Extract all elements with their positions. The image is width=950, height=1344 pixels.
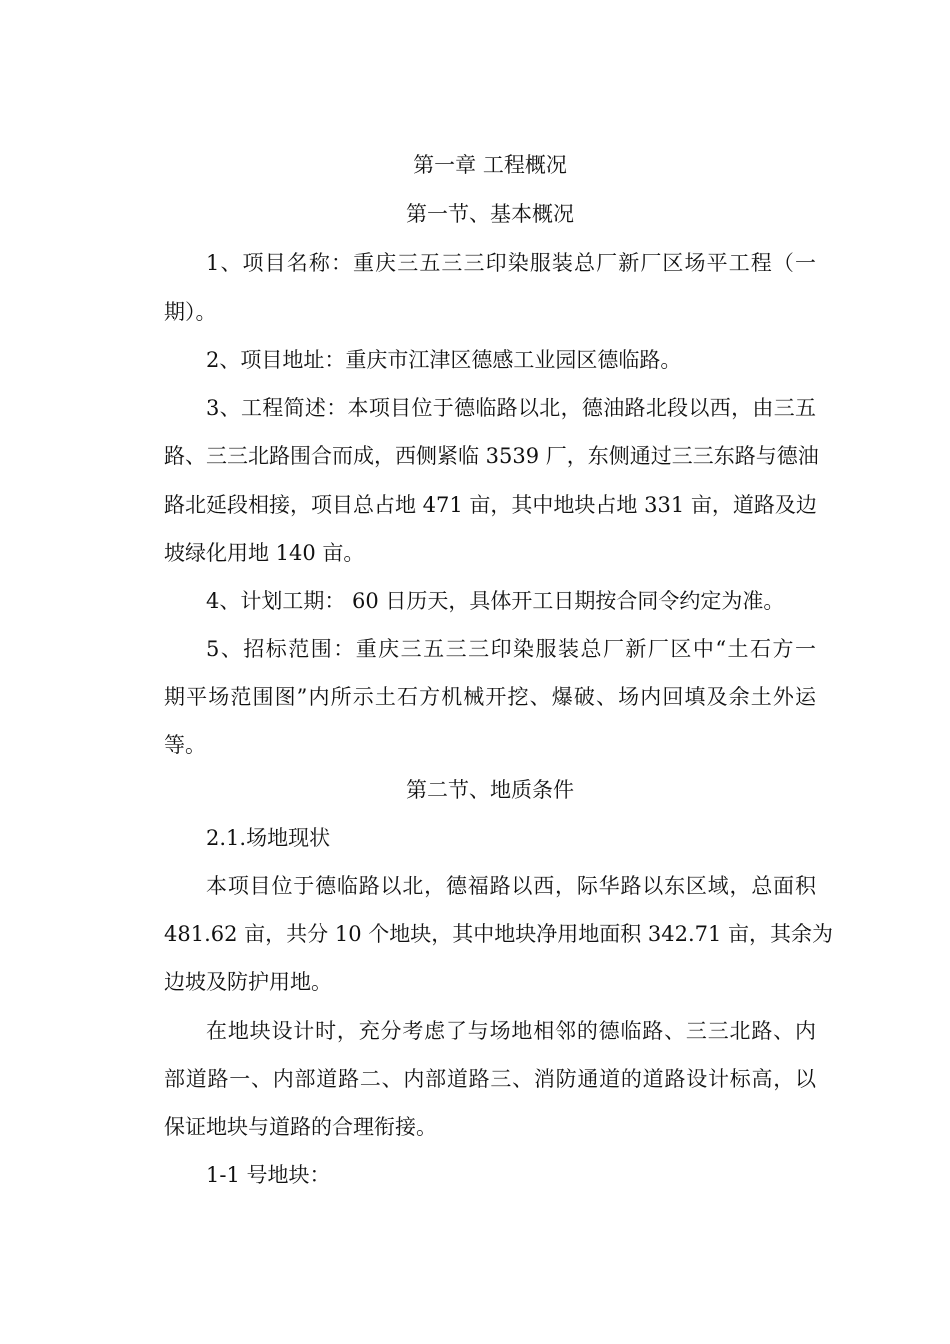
paragraph-project-brief-line-4: 坡绿化用地 140 亩。 [164,541,365,565]
paragraph-project-name-line-1: 1、项目名称：重庆三五三三印染服装总厂新厂区场平工程（一 [206,251,816,275]
paragraph-project-name-line-2: 期）。 [164,300,217,324]
paragraph-design-line-3: 保证地块与道路的合理衔接。 [164,1115,437,1139]
paragraph-bid-scope-line-2: 期平场范围图”内所示土石方机械开挖、爆破、场内回填及余土外运 [164,685,816,709]
paragraph-bid-scope-line-3: 等。 [164,733,206,757]
paragraph-design-line-2: 部道路一、内部道路二、内部道路三、消防通道的道路设计标高，以 [164,1067,816,1091]
section-title-basic-overview: 第一节、基本概况 [406,202,574,226]
subsection-site-status: 2.1.场地现状 [206,826,331,850]
chapter-title: 第一章 工程概况 [413,153,567,177]
paragraph-project-brief-line-3: 路北延段相接，项目总占地 471 亩，其中地块占地 331 亩，道路及边 [164,493,817,517]
section-title-geology: 第二节、地质条件 [406,778,574,802]
paragraph-project-brief-line-2: 路、三三北路围合而成，西侧紧临 3539 厂，东侧通过三三东路与德油 [164,444,819,468]
paragraph-design-line-1: 在地块设计时，充分考虑了与场地相邻的德临路、三三北路、内 [206,1019,816,1043]
paragraph-site-status-line-2: 481.62 亩，共分 10 个地块，其中地块净用地面积 342.71 亩，其余为 [164,922,834,946]
paragraph-project-address: 2、项目地址：重庆市江津区德感工业园区德临路。 [206,348,682,372]
paragraph-site-status-line-1: 本项目位于德临路以北，德福路以西，际华路以东区域，总面积 [206,874,816,898]
paragraph-schedule: 4、计划工期： 60 日历天，具体开工日期按合同令约定为准。 [206,589,785,613]
paragraph-project-brief-line-1: 3、工程简述：本项目位于德临路以北，德油路北段以西，由三五 [206,396,816,420]
paragraph-bid-scope-line-1: 5、招标范围：重庆三五三三印染服装总厂新厂区中“土石方一 [206,637,816,661]
parcel-1-1-heading: 1-1 号地块： [206,1163,331,1187]
paragraph-site-status-line-3: 边坡及防护用地。 [164,970,332,994]
